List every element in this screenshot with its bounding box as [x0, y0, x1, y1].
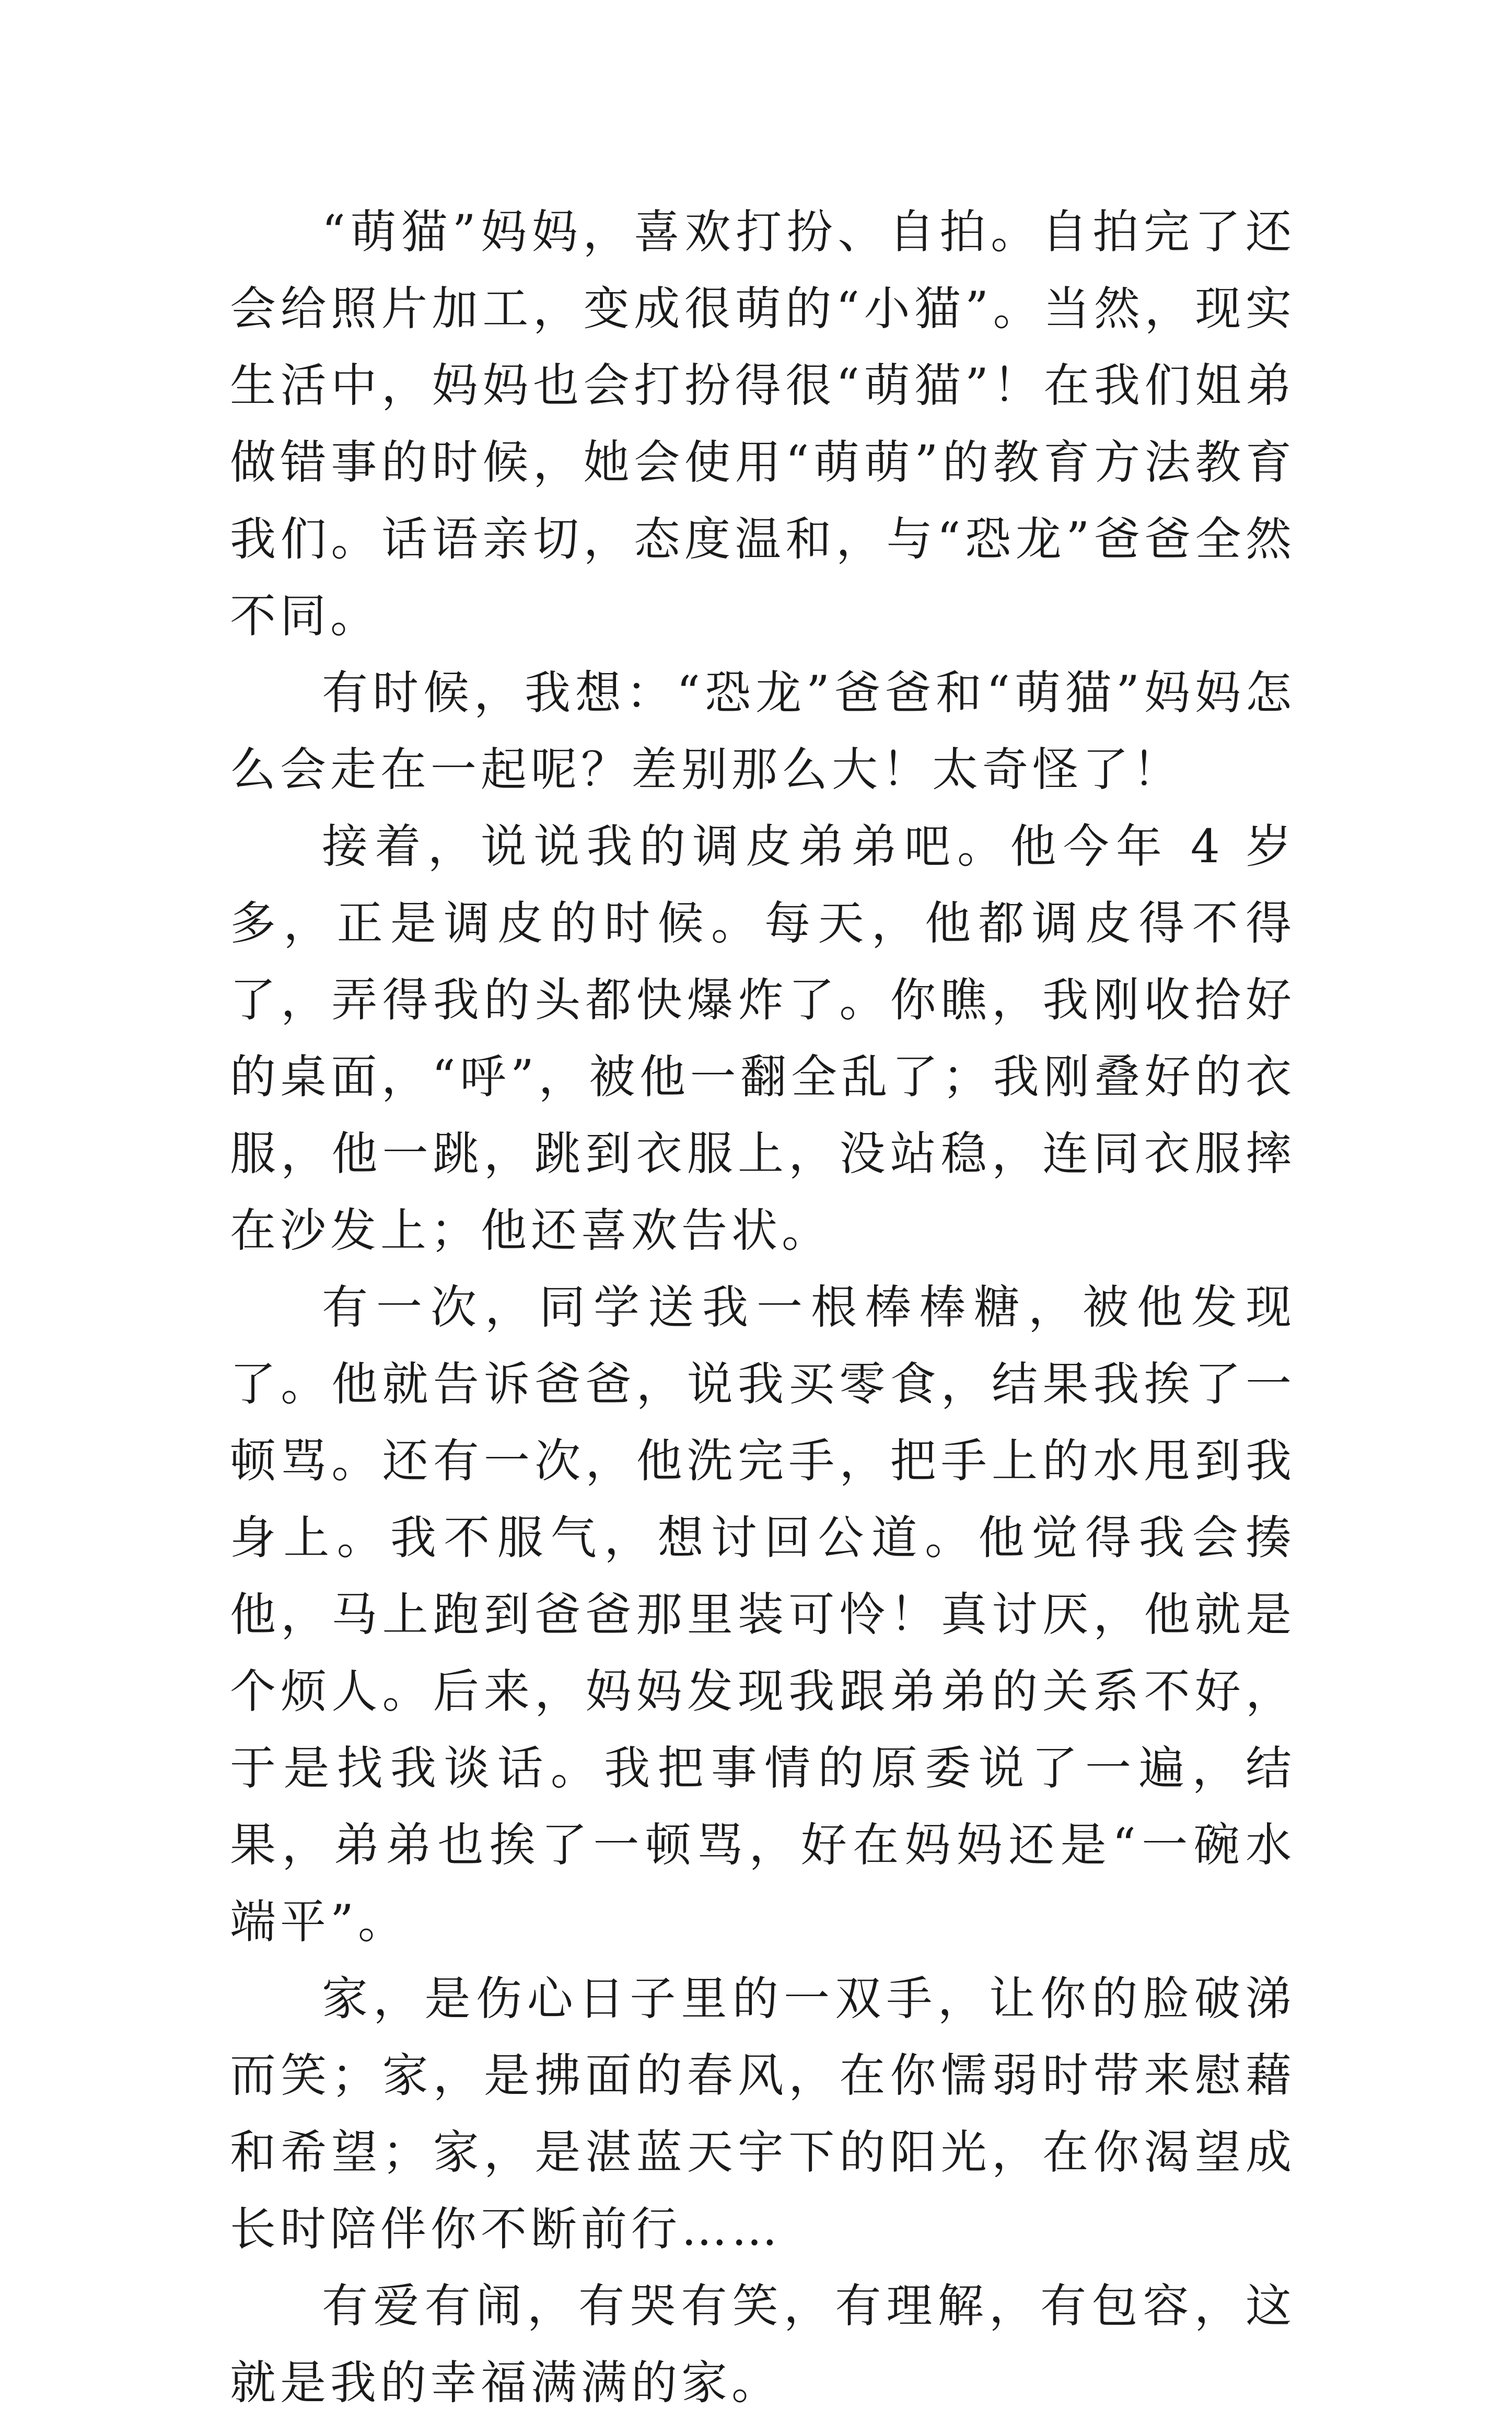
paragraph: 有爱有闹，有哭有笑，有理解，有包容，这就是我的幸福满满的家。	[230, 2279, 1296, 2410]
paragraph: 有时候，我想：“恐龙”爸爸和“萌猫”妈妈怎么会走在一起呢？差别那么大！太奇怪了！	[230, 666, 1296, 796]
paragraph: 有一次，同学送我一根棒棒糖，被他发现了。他就告诉爸爸，说我买零食，结果我挨了一顿骂。还有一次，他洗完手，把手上的水甩到我身上。我不服气，想讨回公道。他觉得我会揍他，马上跑到爸爸那里装可怜！真讨厌，他就是个烦人。后来，妈妈发现我跟弟弟的关系不好，于是找我谈话。我把事情的原委说了一遍，结果，弟弟也挨了一顿骂，好在妈妈还是“一碗水端平”。	[230, 1280, 1296, 1949]
essay-body	[230, 193, 1296, 2421]
paragraph: “萌猫”妈妈，喜欢打扮、自拍。自拍完了还会给照片加工，变成很萌的“小猫”。当然，现实生活中，妈妈也会打扮得很“萌猫”！在我们姐弟做错事的时候，她会使用“萌萌”的教育方法教育我们。话语亲切，态度温和，与“恐龙”爸爸全然不同。	[230, 205, 1296, 643]
paragraph: 接着，说说我的调皮弟弟吧。他今年 4 岁多，正是调皮的时候。每天，他都调皮得不得了，弄得我的头都快爆炸了。你瞧，我刚收拾好的桌面，“呼”，被他一翻全乱了；我刚叠好的衣服，他一跳，跳到衣服上，没站稳，连同衣服摔在沙发上；他还喜欢告状。	[230, 819, 1296, 1257]
paragraph: 家，是伤心日子里的一双手，让你的脸破涕而笑；家，是拂面的春风，在你懦弱时带来慰藉和希望；家，是湛蓝天宇下的阳光，在你渴望成长时陪伴你不断前行……	[230, 1972, 1296, 2256]
